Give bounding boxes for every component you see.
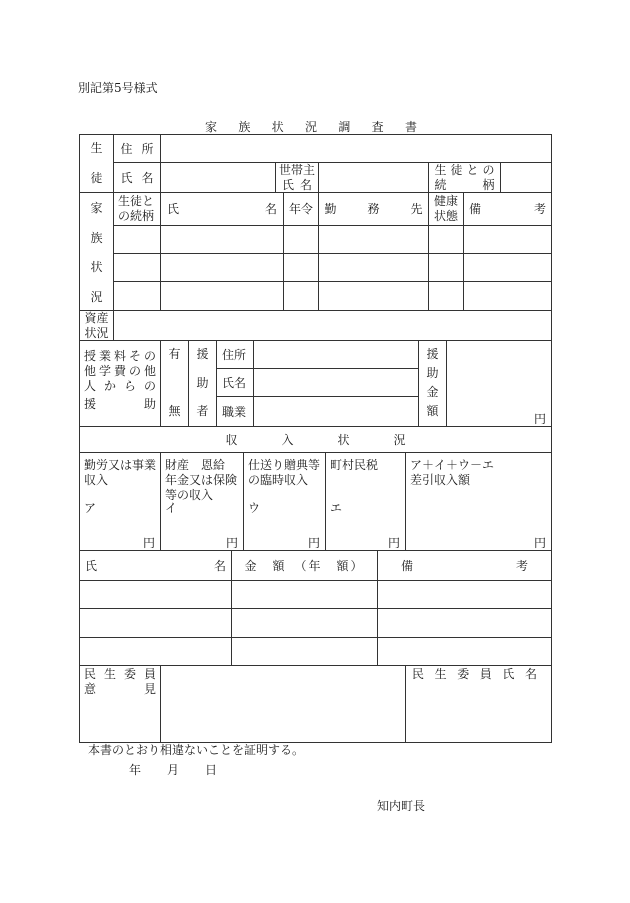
earners-name-cell: [79, 580, 232, 609]
income-property-label-line1: 財産 恩給: [165, 458, 226, 472]
income-work-cell: [79, 452, 161, 551]
certification-date: [129, 763, 217, 777]
family-row: [113, 225, 552, 254]
householder-name-field: [318, 162, 429, 193]
earners-remarks-header-label: 備 考: [401, 558, 528, 573]
earners-amount-cell: [231, 637, 378, 666]
income-heading: 収 入 状 況: [225, 432, 406, 447]
date-day-unit: 日: [204, 763, 217, 777]
welfare-opinion-label-cell: [79, 665, 161, 743]
student-address-field: [160, 134, 552, 163]
relation-field: [500, 162, 552, 193]
supporter-name-label: 氏名: [216, 368, 254, 397]
income-tax-label-line1: 町村民税: [330, 458, 379, 472]
earners-remarks-cell: [377, 580, 552, 609]
student-section: [79, 134, 552, 193]
family-age-cell: [283, 225, 319, 254]
date-year-unit: 年: [129, 763, 142, 777]
student-address-label-cell: [113, 134, 161, 163]
assets-label-line2: 状況: [84, 325, 109, 340]
income-property-unit: 円: [225, 536, 238, 550]
earners-row: [79, 580, 552, 609]
family-name-cell: [160, 281, 284, 311]
income-temporary-label-line2: の臨時収入: [248, 473, 309, 487]
family-name-cell: [160, 225, 284, 254]
support-presence-cell: [160, 340, 189, 427]
earners-amount-header: [231, 550, 378, 581]
family-name-header: [160, 192, 284, 226]
family-remarks-cell: [463, 253, 552, 282]
family-relation-header-line2: の続柄: [118, 209, 155, 223]
support-label-line3: 人 か ら の: [84, 379, 156, 393]
assets-field: [113, 310, 552, 341]
certification-signatory: 知内町長: [377, 799, 426, 813]
family-row: [113, 253, 552, 282]
support-label-line4: 援 助: [84, 397, 156, 411]
support-present-option: 有: [168, 347, 181, 361]
income-heading-section: [79, 426, 552, 453]
supporter-occupation-field: [253, 396, 419, 427]
family-workplace-header: [318, 192, 429, 226]
earners-name-cell: [79, 608, 232, 638]
family-health-cell: [428, 281, 464, 311]
income-temporary-label-line1: 仕送り贈典等: [248, 458, 321, 472]
family-age-header: 年令: [283, 192, 319, 226]
family-relation-header: [113, 192, 161, 226]
earners-name-header-label: 氏 名: [85, 558, 226, 573]
family-workplace-header-label: 勤 務 先: [324, 202, 423, 216]
earners-remarks-header: [377, 550, 552, 581]
family-age-cell: [283, 253, 319, 282]
family-relation-cell: [113, 281, 161, 311]
earners-section: [79, 550, 552, 666]
welfare-officer-cell: [405, 665, 552, 743]
family-workplace-cell: [318, 225, 429, 254]
family-relation-header-line1: 生徒と: [118, 194, 155, 208]
welfare-officer-name-label: 民 生 委 員 氏 名: [412, 667, 537, 681]
family-health-header: [428, 192, 464, 226]
family-relation-cell: [113, 253, 161, 282]
date-month-unit: 月: [166, 763, 179, 777]
income-property-label-line3: 等の収入: [165, 488, 214, 502]
supporter-name-field: [253, 368, 419, 397]
earners-row: [79, 637, 552, 666]
family-workplace-cell: [318, 281, 429, 311]
supporter-occupation-label: 職業: [216, 396, 254, 427]
family-name-cell: [160, 253, 284, 282]
family-age-cell: [283, 281, 319, 311]
support-absent-option: 無: [168, 404, 181, 418]
income-work-label-line1: 勤労又は事業: [84, 458, 157, 472]
income-tax-unit: 円: [387, 536, 400, 550]
relation-label-cell: [428, 162, 501, 193]
family-section: [79, 192, 552, 311]
support-label-line1: 授 業 料 そ の: [84, 349, 156, 363]
income-work-unit: 円: [142, 536, 155, 550]
family-health-header-line2: 状態: [433, 209, 458, 223]
income-tax-cell: [325, 452, 406, 551]
income-net-label-line1: ア＋イ＋ウ－エ: [410, 458, 495, 472]
student-address-label: 住 所: [120, 141, 154, 156]
income-property-mark: イ: [165, 501, 178, 515]
income-property-cell: [160, 452, 244, 551]
earners-name-cell: [79, 637, 232, 666]
relation-label-line2: 続 柄: [434, 177, 495, 192]
earners-amount-header-label: 金 額 （年 額）: [244, 558, 365, 573]
form-title: 家 族 状 況 調 査 書: [205, 120, 417, 134]
student-name-label-cell: [113, 162, 161, 193]
family-remarks-header: [463, 192, 552, 226]
support-label-cell: [79, 340, 161, 427]
income-work-label-line2: 収入: [84, 473, 109, 487]
householder-label-line1: 世帯主: [278, 162, 315, 177]
income-tax-mark: エ: [330, 501, 343, 515]
family-remarks-cell: [463, 225, 552, 254]
support-amount-field: [446, 340, 552, 427]
income-heading-cell: [79, 426, 552, 453]
welfare-section: [79, 665, 552, 743]
income-temporary-unit: 円: [307, 536, 320, 550]
support-label-line2: 他 学 費 の 他: [84, 364, 156, 378]
family-name-header-label: 氏 名: [167, 202, 277, 216]
earners-amount-cell: [231, 608, 378, 638]
family-health-cell: [428, 225, 464, 254]
earners-header-row: [79, 550, 552, 581]
assets-label-cell: [79, 310, 114, 341]
income-section: [79, 452, 552, 551]
survey-form-table: [79, 134, 552, 743]
support-amount-label: 援 助 金 額: [418, 340, 447, 427]
income-property-label-line2: 年金又は保険: [165, 473, 238, 487]
form-number: 別記第5号様式: [78, 81, 158, 95]
family-remarks-header-label: 備 考: [469, 202, 546, 216]
supporter-label: 援 助 者: [188, 340, 217, 427]
earners-row: [79, 608, 552, 638]
assets-section: [79, 310, 552, 341]
family-header-row: [113, 192, 552, 226]
support-section: [79, 340, 552, 427]
householder-label-cell: [275, 162, 319, 193]
family-row: [113, 281, 552, 311]
supporter-address-label: 住所: [216, 340, 254, 369]
income-net-unit: 円: [533, 536, 546, 550]
assets-label-line1: 資産: [84, 310, 109, 325]
income-work-mark: ア: [84, 501, 97, 515]
earners-remarks-cell: [377, 608, 552, 638]
welfare-opinion-field: [160, 665, 406, 743]
family-workplace-cell: [318, 253, 429, 282]
student-name-field: [160, 162, 276, 193]
income-net-cell: [405, 452, 552, 551]
earners-amount-cell: [231, 580, 378, 609]
income-temporary-mark: ウ: [248, 501, 261, 515]
income-temporary-cell: [243, 452, 326, 551]
family-health-header-line1: 健康: [433, 194, 458, 208]
support-amount-unit: 円: [533, 412, 546, 426]
welfare-opinion-label-line2: 意 見: [84, 682, 156, 696]
family-relation-cell: [113, 225, 161, 254]
welfare-opinion-label-line1: 民 生 委 員: [84, 667, 156, 681]
certification-statement: 本書のとおり相違ないことを証明する。: [88, 743, 305, 757]
earners-name-header: [79, 550, 232, 581]
family-remarks-cell: [463, 281, 552, 311]
relation-label-line1: 生 徒 と の: [434, 162, 495, 177]
family-health-cell: [428, 253, 464, 282]
student-section-label: 生 徒: [79, 134, 114, 193]
supporter-address-field: [253, 340, 419, 369]
family-section-label: 家 族 状 況: [79, 192, 114, 311]
householder-label-line2: 氏 名: [282, 177, 312, 192]
student-name-label: 氏 名: [120, 170, 154, 185]
earners-remarks-cell: [377, 637, 552, 666]
income-net-label-line2: 差引収入額: [410, 473, 471, 487]
